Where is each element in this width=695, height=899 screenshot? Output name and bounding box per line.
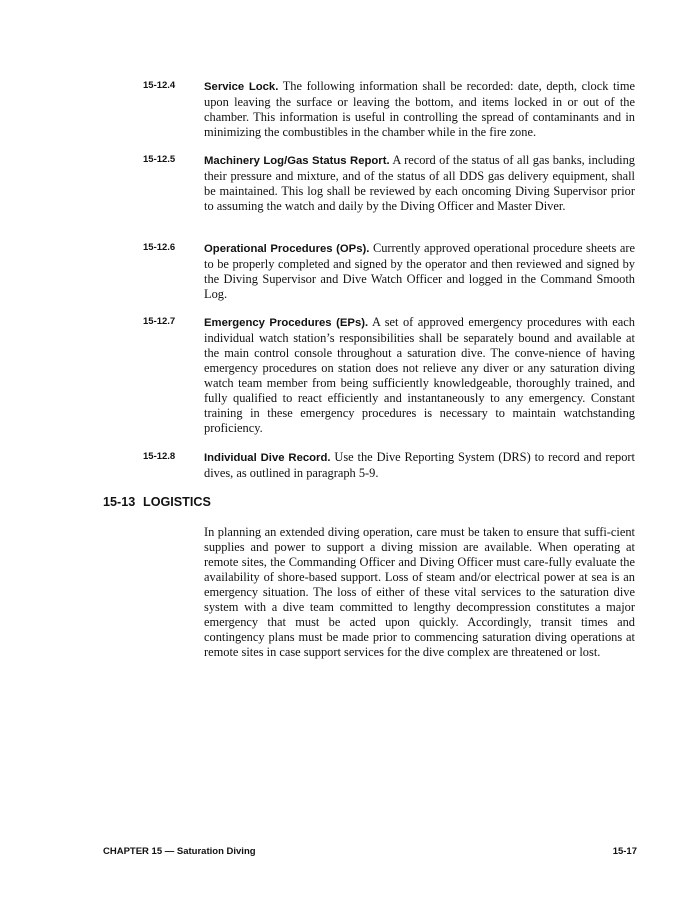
section-heading xyxy=(103,495,211,509)
paragraph-title: Operational Procedures (OPs). xyxy=(204,243,370,255)
paragraph-body xyxy=(204,79,635,140)
paragraph-number: 15-12.5 xyxy=(143,154,176,165)
paragraph-title: Emergency Procedures (EPs). xyxy=(204,317,369,329)
paragraph-15-12-7 xyxy=(143,315,635,436)
footer-chapter: CHAPTER 15 — Saturation Diving xyxy=(103,846,256,857)
paragraph-number: 15-12.6 xyxy=(143,242,176,253)
paragraph-body xyxy=(204,241,635,302)
paragraph-body xyxy=(204,153,635,214)
footer-page-number: 15-17 xyxy=(612,846,637,857)
paragraph-number: 15-12.8 xyxy=(143,451,176,462)
section-number: 15-13 xyxy=(103,495,136,509)
paragraph-title: Machinery Log/Gas Status Report. xyxy=(204,155,390,167)
paragraph-title: Service Lock. xyxy=(204,81,279,93)
paragraph-15-12-6 xyxy=(143,241,635,302)
section-title: LOGISTICS xyxy=(143,495,211,509)
paragraph-title: Individual Dive Record. xyxy=(204,452,331,464)
paragraph-text: A set of approved emergency procedures with each individual watch station’s responsibilities shall be separately bound and available at the main control console throughout a saturation dive. The conve-nience of having emergency procedures on station does not relieve any diver or any saturation diving watch team member from being sufficiently knowledgeable, thoroughly trained, and fully qualified to react efficiently and instantaneously to any emergency. Constant training in these emergency procedures is necessary to maintain watchstanding proficiency. xyxy=(204,315,635,435)
paragraph-text: The following information shall be recorded: date, depth, clock time upon leaving the surface or leaving the bottom, and items locked in or out of the chamber. This information is useful in controlling the spread of contaminants and in minimizing the combustibles in the chamber while in the fire zone. xyxy=(204,79,636,139)
paragraph-number: 15-12.4 xyxy=(143,80,176,91)
paragraph-body xyxy=(204,450,635,481)
paragraph-number: 15-12.7 xyxy=(143,316,176,327)
paragraph-text: Use the Dive Reporting System (DRS) to record and report dives, as outlined in paragraph 5-9. xyxy=(204,450,635,480)
paragraph-15-12-4 xyxy=(143,79,635,140)
paragraph-15-12-8 xyxy=(143,450,635,481)
section-body: In planning an extended diving operation, care must be taken to ensure that suffi-cient supplies and power to support a diving mission are available. When operating at remote sites, the Commanding Officer and Diving Officer must care-fully evaluate the availability of shore-based support. Loss of steam and/or electrical power at sea is an emergency situation. The loss of either of these vital services to the saturation dive system with a dive team committed to lengthy decompression constitutes a major emergency that must be acted upon quickly. Accordingly, transit times and contingency plans must be made prior to commencing saturation diving operations at remote sites in case support services for the dive complex are threatened or lost. xyxy=(204,525,635,659)
paragraph-body xyxy=(204,315,635,436)
paragraph-text: Currently approved operational procedure sheets are to be properly completed and signed by the operator and then reviewed and signed by the Diving Supervisor and Dive Watch Officer and logged in the Command Smooth Log. xyxy=(204,241,636,301)
paragraph-15-12-5 xyxy=(143,153,635,214)
paragraph-text: A record of the status of all gas banks, including their pressure and mixture, and of the status of all DDS gas delivery equipment, shall be maintained. This log shall be reviewed by each oncoming Diving Supervisor prior to assuming the watch and daily by the Diving Officer and Master Diver. xyxy=(204,153,635,213)
